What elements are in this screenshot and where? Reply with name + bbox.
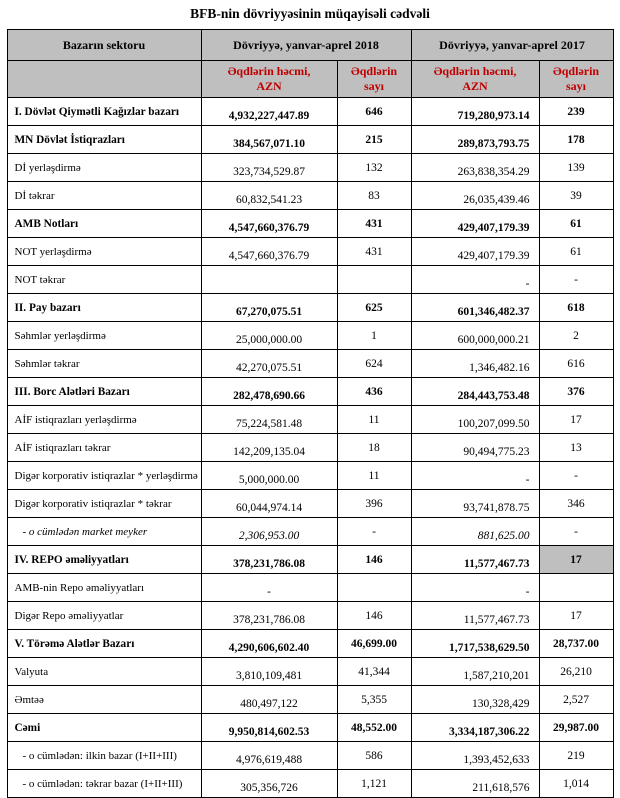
row-label: NOT yerləşdirmə xyxy=(7,238,201,266)
cell-count-2018: 132 xyxy=(337,154,411,182)
cell-volume-2018: 4,976,619,488 xyxy=(201,742,337,770)
cell-count-2017: 26,210 xyxy=(539,658,613,686)
cell-count-2018: 431 xyxy=(337,238,411,266)
cell-count-2017: 17 xyxy=(539,546,613,574)
cell-count-2017: 61 xyxy=(539,210,613,238)
header-count-2018: Əqdlərin sayı xyxy=(337,61,411,98)
cell-count-2018: 646 xyxy=(337,98,411,126)
header-period-2017: Dövriyyə, yanvar-aprel 2017 xyxy=(411,30,613,61)
table-row xyxy=(7,518,613,546)
table-row xyxy=(7,154,613,182)
row-label: Digər korporativ istiqrazlar * təkrar xyxy=(7,490,201,518)
cell-count-2018: 5,355 xyxy=(337,686,411,714)
row-label: Valyuta xyxy=(7,658,201,686)
row-label: Cəmi xyxy=(7,714,201,742)
cell-count-2018: 146 xyxy=(337,546,411,574)
cell-volume-2017: 3,334,187,306.22 xyxy=(411,714,539,742)
cell-count-2017: 219 xyxy=(539,742,613,770)
row-label: Dİ təkrar xyxy=(7,182,201,210)
cell-volume-2017: 429,407,179.39 xyxy=(411,210,539,238)
table-row xyxy=(7,126,613,154)
cell-volume-2018: 378,231,786.08 xyxy=(201,546,337,574)
header-period-2018: Dövriyyə, yanvar-aprel 2018 xyxy=(201,30,411,61)
cell-count-2018: 215 xyxy=(337,126,411,154)
table-row xyxy=(7,266,613,294)
table-row xyxy=(7,658,613,686)
table-row xyxy=(7,686,613,714)
cell-count-2018: 1 xyxy=(337,322,411,350)
table-row xyxy=(7,350,613,378)
cell-volume-2017: - xyxy=(411,462,539,490)
table-row xyxy=(7,378,613,406)
table-row xyxy=(7,238,613,266)
cell-count-2018: 586 xyxy=(337,742,411,770)
cell-volume-2017: - xyxy=(411,574,539,602)
table-row xyxy=(7,406,613,434)
row-label: I. Dövlət Qiymətli Kağızlar bazarı xyxy=(7,98,201,126)
page-title: BFB-nin dövriyyəsinin müqayisəli cədvəli xyxy=(190,6,430,21)
cell-count-2017: 17 xyxy=(539,602,613,630)
cell-count-2017: 376 xyxy=(539,378,613,406)
cell-volume-2018: 5,000,000.00 xyxy=(201,462,337,490)
cell-volume-2017: 90,494,775.23 xyxy=(411,434,539,462)
cell-volume-2018: 67,270,075.51 xyxy=(201,294,337,322)
cell-volume-2018: 142,209,135.04 xyxy=(201,434,337,462)
row-label: Səhmlər təkrar xyxy=(7,350,201,378)
cell-volume-2018: 60,832,541.23 xyxy=(201,182,337,210)
cell-volume-2017: 26,035,439.46 xyxy=(411,182,539,210)
cell-volume-2017: 93,741,878.75 xyxy=(411,490,539,518)
cell-count-2018: 83 xyxy=(337,182,411,210)
row-label: AMB-nin Repo əməliyyatları xyxy=(7,574,201,602)
cell-volume-2018: 42,270,075.51 xyxy=(201,350,337,378)
cell-count-2017 xyxy=(539,574,613,602)
cell-volume-2017: 100,207,099.50 xyxy=(411,406,539,434)
row-label: Dİ yerləşdirmə xyxy=(7,154,201,182)
table-row xyxy=(7,742,613,770)
cell-volume-2017: 1,717,538,629.50 xyxy=(411,630,539,658)
cell-count-2018: 146 xyxy=(337,602,411,630)
row-label: Digər korporativ istiqrazlar * yerləşdirmə xyxy=(7,462,201,490)
table-row xyxy=(7,770,613,798)
turnover-comparison-table xyxy=(7,29,614,798)
row-label: Səhmlər yerləşdirmə xyxy=(7,322,201,350)
cell-volume-2017: 881,625.00 xyxy=(411,518,539,546)
cell-count-2018: 625 xyxy=(337,294,411,322)
cell-count-2017: 2 xyxy=(539,322,613,350)
cell-count-2018: 48,552.00 xyxy=(337,714,411,742)
cell-count-2017: - xyxy=(539,518,613,546)
cell-count-2017: 346 xyxy=(539,490,613,518)
header-sector: Bazarın sektoru xyxy=(7,30,201,61)
table-row xyxy=(7,322,613,350)
table-body xyxy=(7,98,613,798)
cell-count-2017: 61 xyxy=(539,238,613,266)
cell-count-2018: 11 xyxy=(337,406,411,434)
cell-volume-2017: 211,618,576 xyxy=(411,770,539,798)
cell-count-2017: 17 xyxy=(539,406,613,434)
cell-count-2017: - xyxy=(539,462,613,490)
cell-count-2018 xyxy=(337,574,411,602)
table-row xyxy=(7,630,613,658)
row-label: IV. REPO əməliyyatları xyxy=(7,546,201,574)
cell-count-2017: 616 xyxy=(539,350,613,378)
cell-volume-2017: 600,000,000.21 xyxy=(411,322,539,350)
cell-count-2018: 18 xyxy=(337,434,411,462)
cell-volume-2017: 11,577,467.73 xyxy=(411,546,539,574)
cell-volume-2017: 284,443,753.48 xyxy=(411,378,539,406)
row-label: NOT təkrar xyxy=(7,266,201,294)
cell-volume-2018: 480,497,122 xyxy=(201,686,337,714)
cell-count-2018: 41,344 xyxy=(337,658,411,686)
cell-volume-2017: 1,346,482.16 xyxy=(411,350,539,378)
cell-volume-2018 xyxy=(201,266,337,294)
cell-count-2018: 11 xyxy=(337,462,411,490)
cell-volume-2017: 130,328,429 xyxy=(411,686,539,714)
table-row xyxy=(7,714,613,742)
cell-volume-2017: 263,838,354.29 xyxy=(411,154,539,182)
cell-volume-2018: 378,231,786.08 xyxy=(201,602,337,630)
table-row xyxy=(7,602,613,630)
cell-volume-2017: 429,407,179.39 xyxy=(411,238,539,266)
cell-count-2017: 139 xyxy=(539,154,613,182)
row-label: III. Borc Alətləri Bazarı xyxy=(7,378,201,406)
cell-count-2017: - xyxy=(539,266,613,294)
table-row xyxy=(7,490,613,518)
cell-volume-2017: 1,393,452,633 xyxy=(411,742,539,770)
cell-volume-2018: 282,478,690.66 xyxy=(201,378,337,406)
cell-count-2017: 239 xyxy=(539,98,613,126)
cell-volume-2018: 4,547,660,376.79 xyxy=(201,210,337,238)
cell-volume-2017: 1,587,210,201 xyxy=(411,658,539,686)
row-label: MN Dövlət İstiqrazları xyxy=(7,126,201,154)
cell-count-2017: 29,987.00 xyxy=(539,714,613,742)
header-volume-2017: Əqdlərin həcmi, AZN xyxy=(411,61,539,98)
row-label: AİF istiqrazları yerləşdirmə xyxy=(7,406,201,434)
cell-count-2018 xyxy=(337,266,411,294)
row-label: Digər Repo əməliyyatlar xyxy=(7,602,201,630)
cell-count-2017: 618 xyxy=(539,294,613,322)
cell-count-2017: 39 xyxy=(539,182,613,210)
table-row xyxy=(7,98,613,126)
header-sector-spacer xyxy=(7,61,201,98)
cell-volume-2018: 305,356,726 xyxy=(201,770,337,798)
row-label: - o cümlədən: təkrar bazar (I+II+III) xyxy=(7,770,201,798)
cell-volume-2018: 384,567,071.10 xyxy=(201,126,337,154)
cell-volume-2018: 75,224,581.48 xyxy=(201,406,337,434)
cell-count-2018: - xyxy=(337,518,411,546)
cell-volume-2018: 4,547,660,376.79 xyxy=(201,238,337,266)
cell-volume-2018: 323,734,529.87 xyxy=(201,154,337,182)
cell-count-2018: 396 xyxy=(337,490,411,518)
row-label: AMB Notları xyxy=(7,210,201,238)
cell-count-2018: 1,121 xyxy=(337,770,411,798)
cell-volume-2017: 601,346,482.37 xyxy=(411,294,539,322)
cell-count-2018: 431 xyxy=(337,210,411,238)
table-row xyxy=(7,574,613,602)
table-row xyxy=(7,182,613,210)
cell-volume-2018: - xyxy=(201,574,337,602)
cell-volume-2018: 60,044,974.14 xyxy=(201,490,337,518)
row-label: AİF istiqrazları təkrar xyxy=(7,434,201,462)
cell-volume-2018: 9,950,814,602.53 xyxy=(201,714,337,742)
header-count-2017: Əqdlərin sayı xyxy=(539,61,613,98)
table-row xyxy=(7,294,613,322)
cell-count-2017: 28,737.00 xyxy=(539,630,613,658)
cell-volume-2018: 4,932,227,447.89 xyxy=(201,98,337,126)
cell-volume-2017: 719,280,973.14 xyxy=(411,98,539,126)
table-row xyxy=(7,462,613,490)
row-label: II. Pay bazarı xyxy=(7,294,201,322)
cell-count-2018: 436 xyxy=(337,378,411,406)
cell-volume-2017: - xyxy=(411,266,539,294)
row-label: - o cümlədən market meyker xyxy=(7,518,201,546)
cell-count-2017: 13 xyxy=(539,434,613,462)
cell-count-2018: 624 xyxy=(337,350,411,378)
cell-volume-2018: 3,810,109,481 xyxy=(201,658,337,686)
header-volume-2018: Əqdlərin həcmi, AZN xyxy=(201,61,337,98)
cell-count-2017: 1,014 xyxy=(539,770,613,798)
table-header xyxy=(7,30,613,98)
row-label: - o cümlədən: ilkin bazar (I+II+III) xyxy=(7,742,201,770)
cell-volume-2018: 4,290,606,602.40 xyxy=(201,630,337,658)
table-row xyxy=(7,210,613,238)
table-row xyxy=(7,546,613,574)
cell-count-2017: 2,527 xyxy=(539,686,613,714)
cell-volume-2017: 289,873,793.75 xyxy=(411,126,539,154)
row-label: Əmtəə xyxy=(7,686,201,714)
cell-volume-2018: 25,000,000.00 xyxy=(201,322,337,350)
cell-count-2017: 178 xyxy=(539,126,613,154)
cell-volume-2017: 11,577,467.73 xyxy=(411,602,539,630)
cell-count-2018: 46,699.00 xyxy=(337,630,411,658)
cell-volume-2018: 2,306,953.00 xyxy=(201,518,337,546)
table-row xyxy=(7,434,613,462)
row-label: V. Törəmə Alətlər Bazarı xyxy=(7,630,201,658)
